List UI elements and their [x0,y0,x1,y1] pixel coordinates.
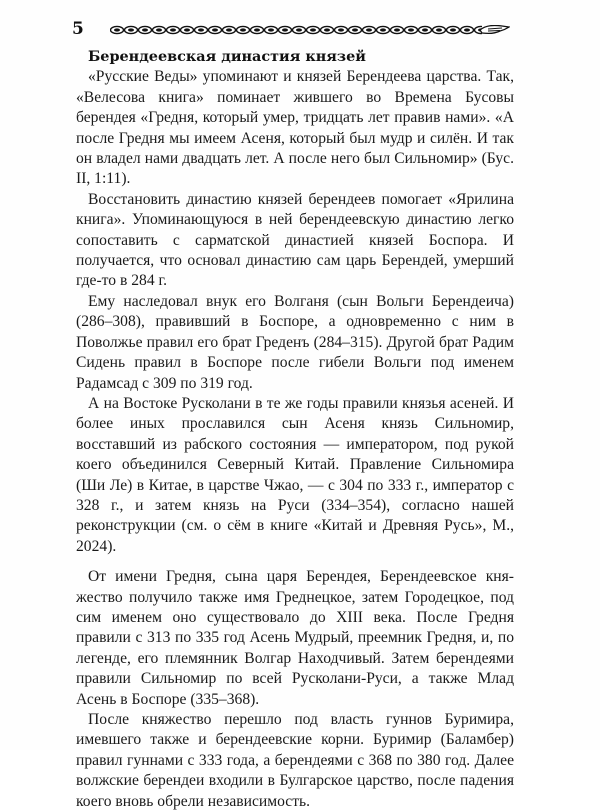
rope-border-icon [110,25,510,35]
page-header [72,18,522,42]
section-content [76,47,514,812]
paragraph: А на Востоке Русколани в те же годы правили князья асеней. И более иных прославился сын Асеня князь Сильномир, восставший из рабского состояния — императором, под рукой коего объединился Северный Китай. Правление Сильномира (Ши Ле) в Китае, в царстве Чжао, — с 304 по 333 г., император с 328 г., и затем князь на Руси (334–354), согласно нашей реконструкции (см. о сём в книге «Китай и Древняя Русь», М., 2024). [76,394,514,555]
paragraph: Восстановить династию князей берендеев помогает «Ярилина книга». Упоминающуюся в ней берендеевскую династию легко сопоставить с сарматской династией князей Боспора. И получается, что основал династию сам царь Берендей, умерший где-то в 284 г. [76,190,514,290]
paragraph: Ему наследовал внук его Волганя (сын Вольги Берендеича) (286–308), правивший в Боспоре, а одновременно с ним в Поволжье правил его брат Греденъ (284–315). Другой брат Радим Сидень правил в Боспоре после гибели Вольги под именем Радамсад с 309 по 319 год. [76,292,514,392]
paragraph: «Русские Веды» упоминают и князей Берендеева царства. Так, «Велесова книга» поминает жившего во Времена Бусовы берендея «Гредня, который умер, тридцать лет правив нами». «А после Гредня мы имеем Асеня, который был мудр и силён. И так он владел нами двадцать лет. А после него был Сильномир» (Бус. II, 1:11). [76,68,514,188]
section-heading: Берендеевская династия князей [88,48,366,65]
paragraph: После княжество перешло под власть гуннов Буримира, имевшего также и берендеевские корни. Буримир (Баламбер) правил гуннами с 333 года, а берендеями с 368 по 380 год. Далее волжские берендеи входили в Булгарское царство, после падения коего вновь обрели независимость. [76,711,514,810]
paragraph: От имени Гредня, сына царя Берендея, Берендеевское княжество получило также имя Греднецкое, затем Городецкое, под сим именем оно существовало до XIII века. После Гредня правили с 313 по 335 год Асень Мудрый, преемник Гредня, и, по легенде, его племянник Волгар Находчивый. Затем берендеями правили Сильномир по всей Русколани-Руси, а также Млад Асень в Боспоре (335–368). [76,568,514,708]
page-number: 5 [72,19,84,39]
